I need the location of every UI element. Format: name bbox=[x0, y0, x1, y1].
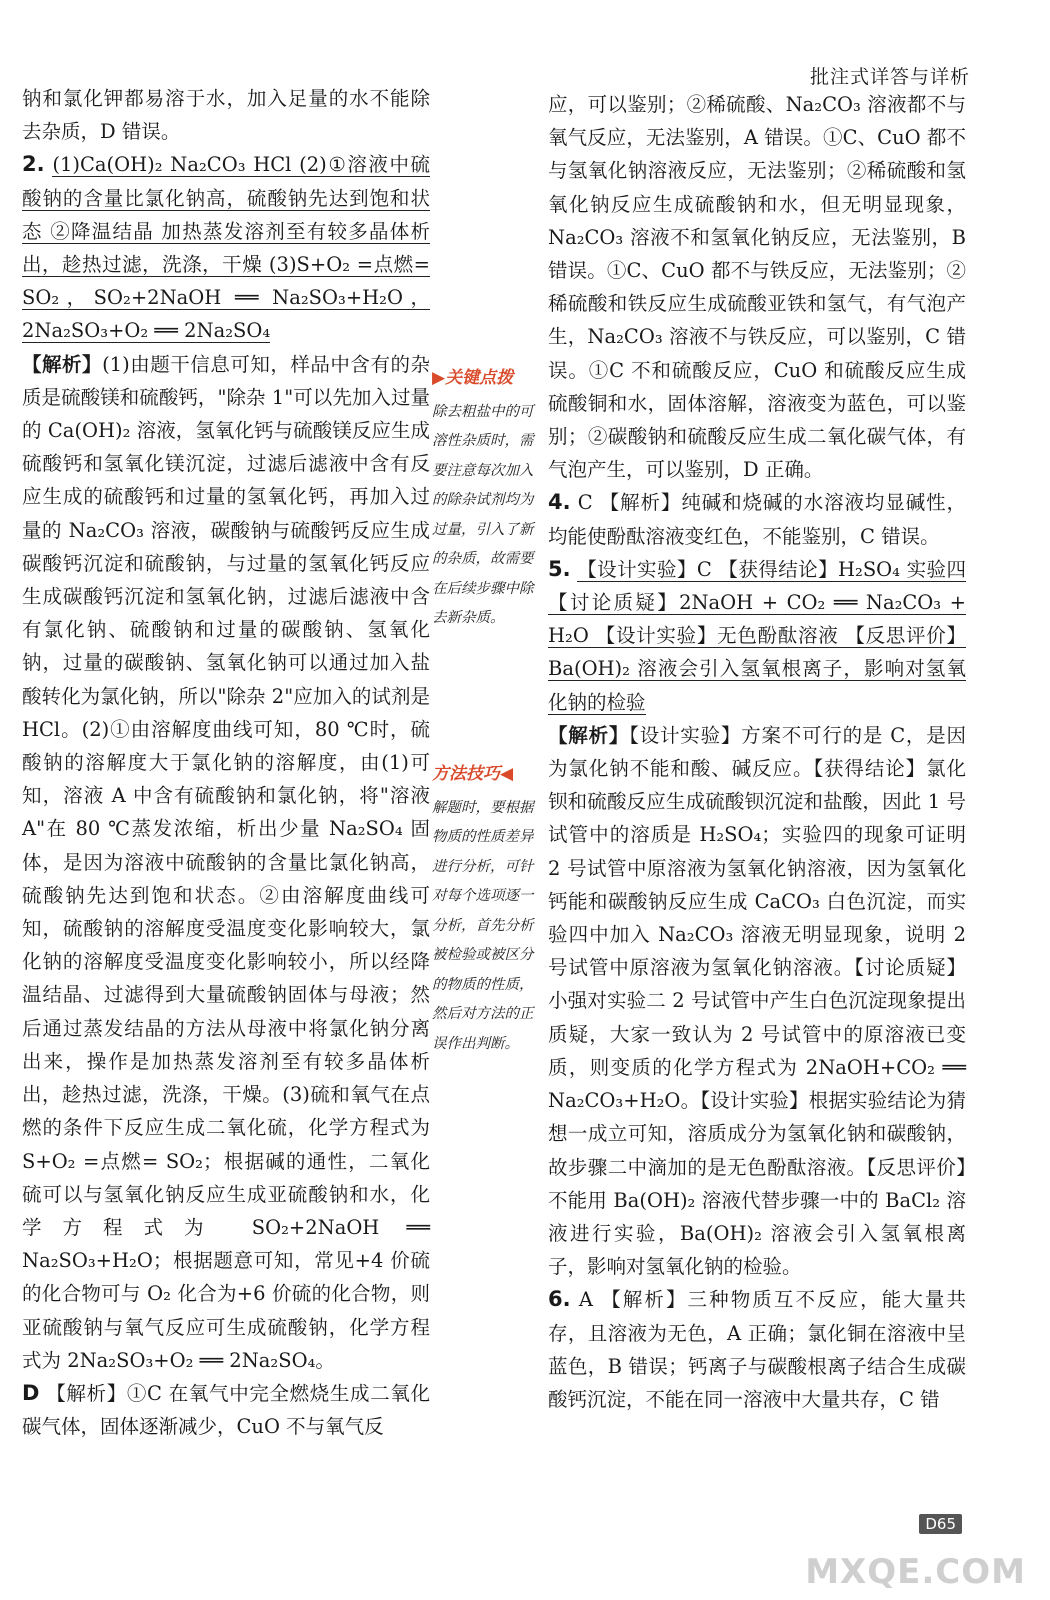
answer-text: C 【解析】纯碱和烧碱的水溶液均显碱性，均能使酚酞溶液变红色，不能鉴别，C 错误。 bbox=[548, 491, 967, 548]
right-column bbox=[548, 88, 966, 1416]
side-note-title: 方法技巧◀ bbox=[432, 764, 514, 784]
side-note-method bbox=[432, 760, 544, 1059]
analysis-2 bbox=[22, 348, 430, 1377]
answer-text: (1)Ca(OH)₂ Na₂CO₃ HCl (2)①溶液中硫酸钠的含量比氯化钠高，硫酸钠先达到饱和状态 ②降温结晶 加热蒸发溶剂至有较多晶体析出，趁热过滤，洗涤，干燥 (3)S+O₂ =点燃= SO₂，SO₂+2NaOH ══ Na₂SO₃+H₂O，2Na₂SO₃+O₂ ══ 2Na₂SO₄ bbox=[22, 153, 430, 343]
question-number: D bbox=[22, 1380, 40, 1405]
answer-3 bbox=[22, 1377, 430, 1443]
right-paragraph-1: 应，可以鉴别；②稀硫酸、Na₂CO₃ 溶液都不与氧气反应，无法鉴别，A 错误。①C、CuO 都不与氢氧化钠溶液反应，无法鉴别；②稀硫酸和氢氧化钠反应生成硫酸钠和水，但无明显现象，Na₂CO₃ 溶液不和氢氧化钠反应，无法鉴别，B 错误。①C、CuO 都不与铁反应，无法鉴别；②稀硫酸和铁反应生成硫酸亚铁和氢气，有气泡产生，Na₂CO₃ 溶液不与铁反应，可以鉴别，C 错误。①C 不和硫酸反应，CuO 和硫酸反应生成硫酸铜和水，固体溶解，溶液变为蓝色，可以鉴别；②碳酸钠和硫酸反应生成二氧化碳气体，有气泡产生，可以鉴别，D 正确。 bbox=[548, 93, 966, 482]
question-number: 2. bbox=[22, 152, 45, 177]
question-number: 6. bbox=[548, 1287, 571, 1312]
watermark: MXQE.COM bbox=[805, 1552, 1026, 1592]
analysis-tag: 【解析】 bbox=[548, 723, 630, 747]
side-note-text: 解题时，要根据物质的性质差异进行分析，可针对每个选项逐一分析，首先分析被检验或被区分的物质的性质，然后对方法的正误作出判断。 bbox=[432, 799, 534, 1052]
side-note-text: 除去粗盐中的可溶性杂质时，需要注意每次加入的除杂试剂均为过量，引入了新的杂质，故需要在后续步骤中除去新杂质。 bbox=[432, 403, 534, 626]
answer-5 bbox=[548, 553, 966, 719]
page-header: 批注式详答与详析 bbox=[809, 66, 970, 88]
analysis-5 bbox=[548, 719, 966, 1283]
answer-text: A 【解析】三种物质互不反应，能大量共存，且溶液为无色，A 正确；氯化铜在溶液中呈蓝色，B 错误；钙离子与碳酸根离子结合生成碳酸钙沉淀，不能在同一溶液中大量共存，C 错 bbox=[548, 1288, 966, 1411]
side-note-key-points bbox=[432, 364, 544, 634]
answer-2 bbox=[22, 148, 430, 347]
side-note-title: ▶关键点拨 bbox=[432, 368, 514, 388]
analysis-text: 【设计实验】方案不可行的是 C，是因为氯化钠不能和酸、碱反应。【获得结论】氯化钡和硫酸反应生成硫酸钡沉淀和盐酸，因此 1 号试管中的溶质是 H₂SO₄；实验四的现象可证明 2 号试管中原溶液为氢氧化钠溶液，因为氢氧化钙能和碳酸钠反应生成 CaCO₃ 白色沉淀，而实验四中加入 Na₂CO₃ 溶液无明显现象，说明 2 号试管中原溶液为氢氧化钠溶液。【讨论质疑】小强对实验二 2 号试管中产生白色沉淀现象提出质疑，大家一致认为 2 号试管中的原溶液已变质，则变质的化学方程式为 2NaOH+CO₂ ══ Na₂CO₃+H₂O。【设计实验】根据实验结论为猜想一成立可知，溶质成分为氢氧化钠和碳酸钠，故步骤二中滴加的是无色酚酞溶液。【反思评价】不能用 Ba(OH)₂ 溶液代替步骤一中的 BaCl₂ 溶液进行实验，Ba(OH)₂ 溶液会引入氢氧根离子，影响对氢氧化钠的检验。 bbox=[548, 723, 966, 1279]
question-number: 4. bbox=[548, 490, 571, 515]
answer-6 bbox=[548, 1283, 966, 1416]
analysis-text: (1)由题干信息可知，样品中含有的杂质是硫酸镁和硫酸钙，"除杂 1"可以先加入过量的 Ca(OH)₂ 溶液，氢氧化钙与硫酸镁反应生成硫酸钙和氢氧化镁沉淀，过滤后滤液中含有反应生成的硫酸钙和过量的氢氧化钙，再加入过量的 Na₂CO₃ 溶液，碳酸钠与硫酸钙反应生成碳酸钙沉淀和硫酸钠，与过量的氢氧化钙反应生成碳酸钙沉淀和氢氧化钠，过滤后滤液中含有氯化钠、硫酸钠和过量的碳酸钠、氢氧化钠，过量的碳酸钠、氢氧化钠可以通过加入盐酸转化为氯化钠，所以"除杂 2"应加入的试剂是 HCl。(2)①由溶解度曲线可知，80 ℃时，硫酸钠的溶解度大于氯化钠的溶解度，由(1)可知，溶液 A 中含有硫酸钠和氯化钠，将"溶液 A"在 80 ℃蒸发浓缩，析出少量 Na₂SO₄ 固体，是因为溶液中硫酸钠的含量比氯化钠高，硫酸钠先达到饱和状态。②由溶解度曲线可知，硫酸钠的溶解度受温度变化影响较大，氯化钠的溶解度受温度变化影响较小，所以经降温结晶、过滤得到大量硫酸钠固体与母液；然后通过蒸发结晶的方法从母液中将氯化钠分离出来，操作是加热蒸发溶剂至有较多晶体析出，趁热过滤，洗涤，干燥。(3)硫和氧气在点燃的条件下反应生成二氧化硫，化学方程式为 S+O₂ =点燃= SO₂；根据碱的通性，二氧化硫可以与氢氧化钠反应生成亚硫酸钠和水，化学方程式为 SO₂+2NaOH ══ Na₂SO₃+H₂O；根据题意可知，常见+4 价硫的化合物可与 O₂ 化合为+6 价硫的化合物，则亚硫酸钠与氧气反应可生成硫酸钠，化学方程式为 2Na₂SO₃+O₂ ══ 2Na₂SO₄。 bbox=[22, 352, 430, 1372]
page-number: D65 bbox=[919, 1514, 962, 1534]
analysis-tag: 【解析】 bbox=[22, 352, 103, 376]
question-number: 5. bbox=[548, 556, 571, 581]
answer-text: 【设计实验】C 【获得结论】H₂SO₄ 实验四 【讨论质疑】2NaOH + CO₂ ══ Na₂CO₃ + H₂O 【设计实验】无色酚酞溶液 【反思评价】Ba(OH)₂ 溶液会引入氢氧根离子，影响对氢氧化钠的检验 bbox=[548, 557, 966, 714]
answer-4 bbox=[548, 486, 966, 552]
left-column bbox=[22, 82, 430, 1443]
answer-text: 【解析】①C 在氧气中完全燃烧生成二氧化碳气体，固体逐渐减少，CuO 不与氧气反 bbox=[22, 1381, 430, 1439]
left-paragraph-1: 钠和氯化钾都易溶于水，加入足量的水不能除去杂质，D 错误。 bbox=[22, 87, 430, 144]
